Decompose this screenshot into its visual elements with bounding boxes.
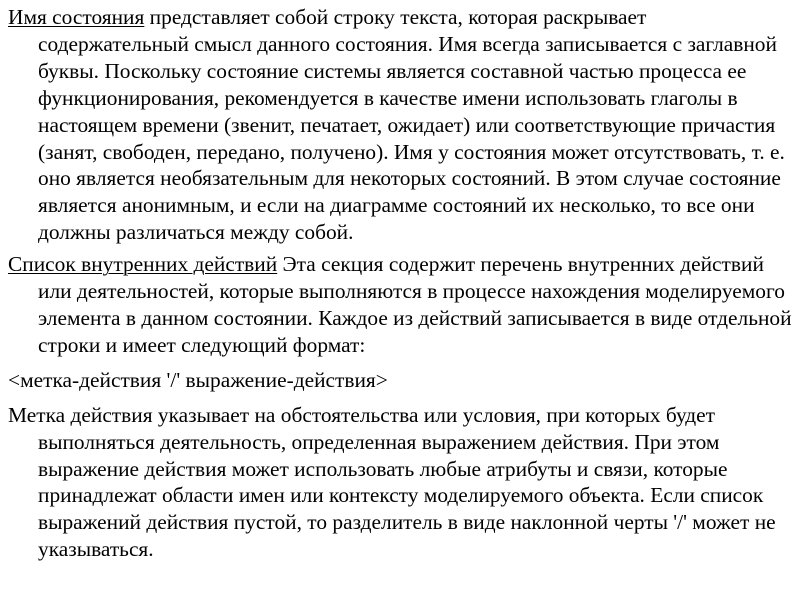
action-label-paragraph: Метка действия указывает на обстоятельства или условия, при которых будет выполняться деятельность, определенная выражением действия. При этом выражение действия может использовать любые атрибуты и связи, которые принадлежат области имен или контексту моделируемого объекта. Если список выражений действия пустой, то разделитель в виде наклонной черты '/' может не указываться. (8, 402, 776, 562)
internal-actions-description: Эта секция содержит перечень внутренних действий или деятельностей, которые выполняются в процессе нахождения моделируемого элемента в данном состоянии. Каждое из действий записывается в виде отдельной строки и имеет следующий формат: (38, 252, 792, 357)
slide-content (8, 4, 794, 563)
action-format-line: <метка-действия '/' выражение-действия> (8, 367, 388, 392)
state-name-description: представляет собой строку текста, которая раскрывает содержательный смысл данного состояния. Имя всегда записывается с заглавной буквы. Поскольку состояние системы является составной частью процесса ее функционирования, рекомендуется в качестве имени использовать глаголы в настоящем времени (звенит, печатает, ожидает) или соответствующие причастия (занят, свободен, передано, получено). Имя у состояния может отсутствовать, т. е. оно является необязательным для некоторых состояний. В этом случае состояние является анонимным, и если на диаграмме состояний их несколько, то все они должны различаться между собой. (38, 5, 785, 245)
internal-actions-term: Список внутренних действий (8, 252, 278, 277)
state-name-paragraph (8, 4, 794, 246)
state-name-term: Имя состояния (8, 5, 145, 29)
internal-actions-paragraph (8, 251, 794, 359)
